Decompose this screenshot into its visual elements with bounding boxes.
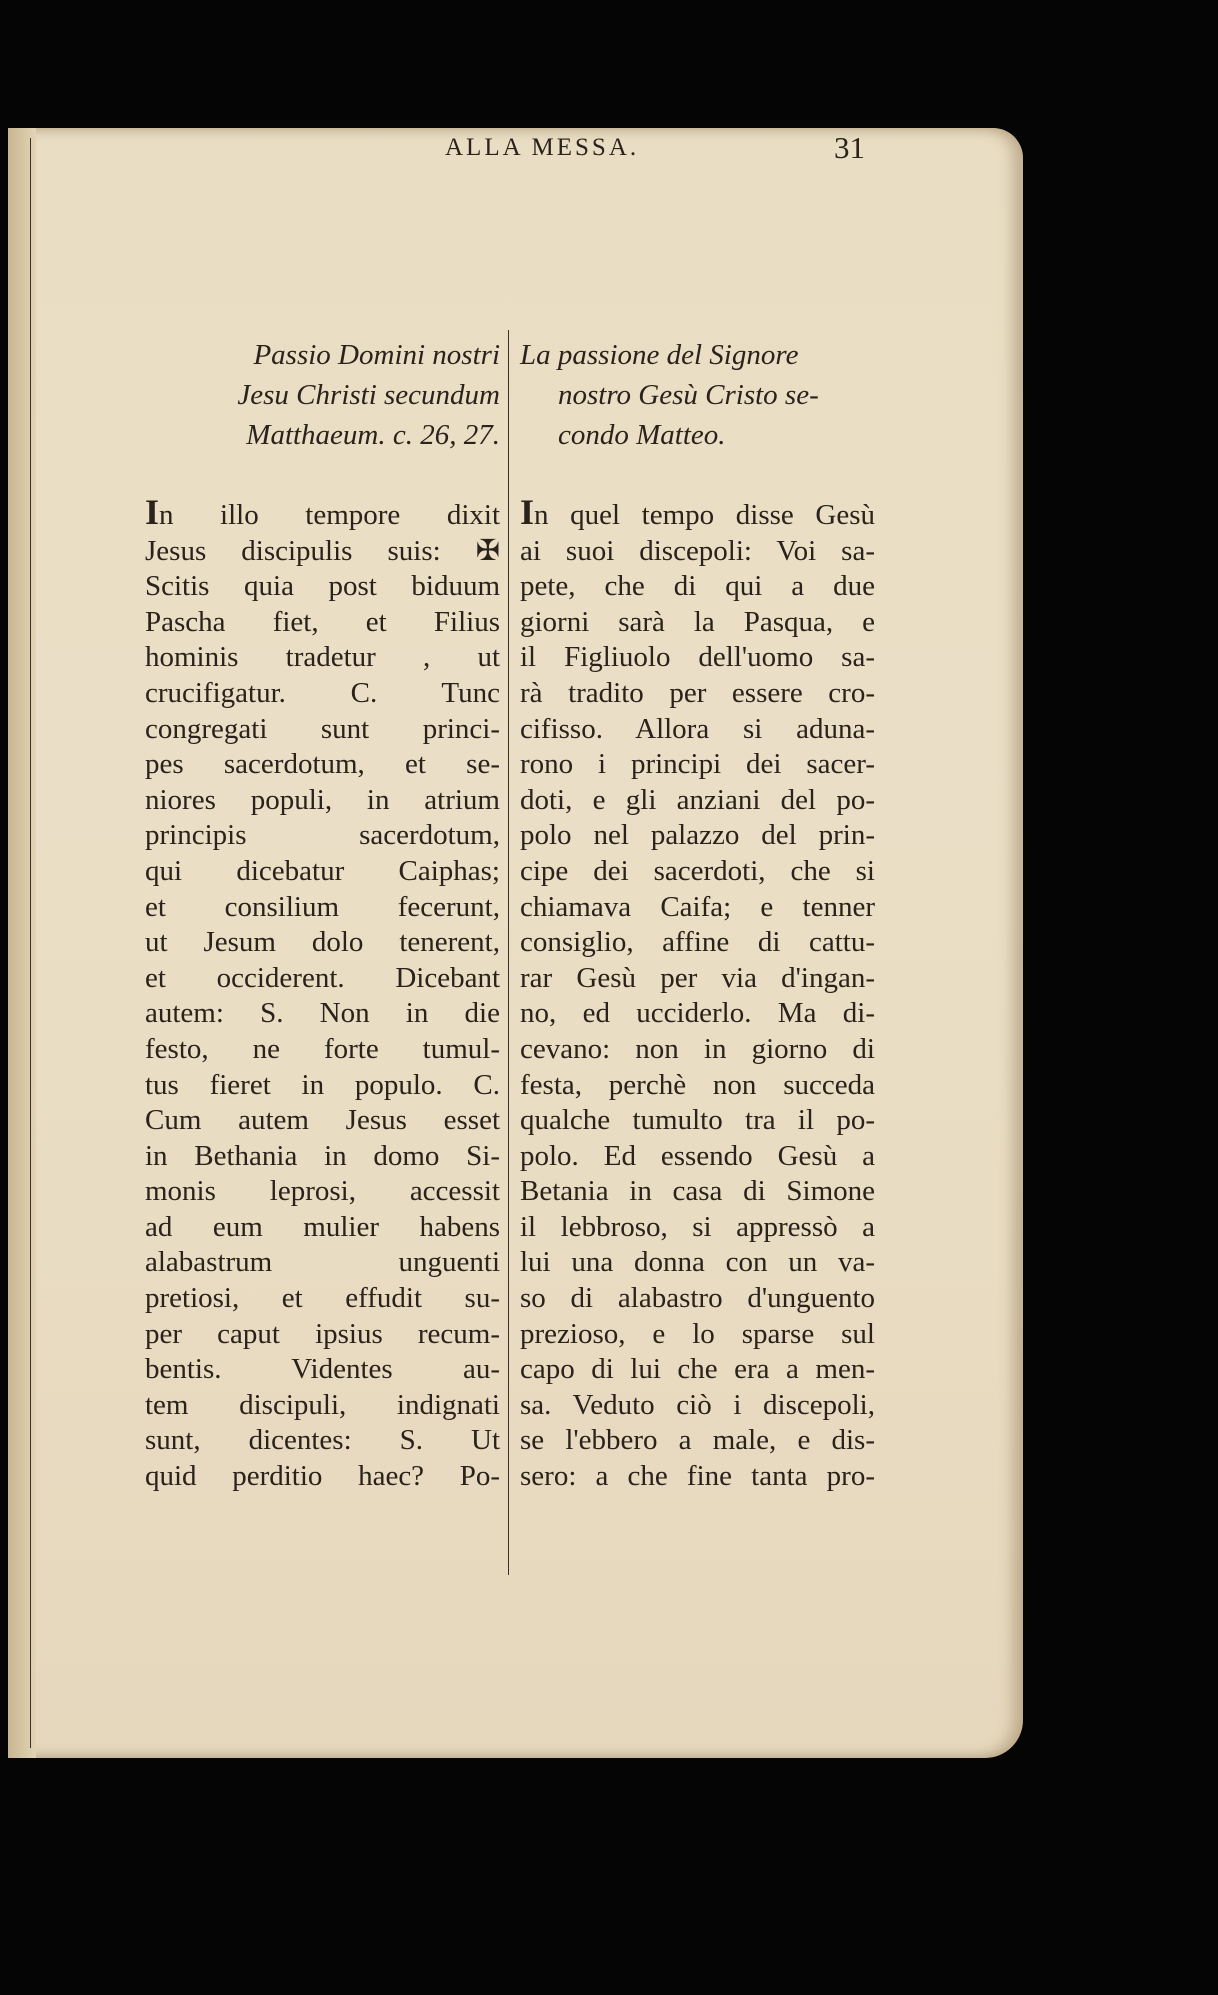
text-line: Pascha fiet, et Filius (145, 605, 500, 638)
text-line: In quel tempo disse Gesù (520, 492, 875, 532)
text-line: capo di lui che era a men- (520, 1353, 875, 1386)
text-line: qui dicebatur Caiphas; (145, 854, 500, 887)
latin-heading (145, 335, 500, 455)
text-line: Jesus discipulis suis: ✠ (145, 534, 500, 567)
heading-line: Matthaeum. c. 26, 27. (246, 419, 500, 451)
text-line: il Figliuolo dell'uomo sa- (520, 641, 875, 674)
text-line: pes sacerdotum, et se- (145, 748, 500, 781)
text-line: In illo tempore dixit (145, 492, 500, 532)
text-line: festa, perchè non succeda (520, 1068, 875, 1101)
heading-line: condo Matteo. (558, 419, 726, 451)
text-line: per caput ipsius recum- (145, 1317, 500, 1350)
text-line: sero: a che fine tanta pro- (520, 1460, 875, 1493)
text-line: in Bethania in domo Si- (145, 1139, 500, 1172)
heading-line: Jesu Christi secundum (237, 379, 500, 411)
text-line: hominis tradetur , ut (145, 641, 500, 674)
text-line: rono i principi dei sacer- (520, 748, 875, 781)
italian-text (520, 492, 875, 1495)
text-line: polo nel palazzo del prin- (520, 819, 875, 852)
text-line: prezioso, e lo sparse sul (520, 1317, 875, 1350)
text-line: giorni sarà la Pasqua, e (520, 605, 875, 638)
text-line: ai suoi discepoli: Voi sa- (520, 534, 875, 567)
italian-column (520, 335, 875, 1495)
text-line: cifisso. Allora si aduna- (520, 712, 875, 745)
column-divider (508, 330, 509, 1575)
text-line: ad eum mulier habens (145, 1210, 500, 1243)
heading-line: La passione del Signore (520, 339, 799, 371)
text-line: principis sacerdotum, (145, 819, 500, 852)
text-line: alabastrum unguenti (145, 1246, 500, 1279)
running-title: ALLA MESSA. (445, 134, 640, 161)
text-line: sunt, dicentes: S. Ut (145, 1424, 500, 1457)
text-line: autem: S. Non in die (145, 997, 500, 1030)
text-line: rar Gesù per via d'ingan- (520, 961, 875, 994)
text-line: crucifigatur. C. Tunc (145, 676, 500, 709)
text-line: et occiderent. Dicebant (145, 961, 500, 994)
page-number: 31 (834, 130, 865, 165)
text-line: tus fieret in populo. C. (145, 1068, 500, 1101)
text-line: sa. Veduto ciò i discepoli, (520, 1388, 875, 1421)
text-line: pretiosi, et effudit su- (145, 1282, 500, 1315)
text-line: et consilium fecerunt, (145, 890, 500, 923)
binding-fold (30, 138, 31, 1748)
italian-heading (520, 335, 875, 455)
text-line: chiamava Caifa; e tenner (520, 890, 875, 923)
text-line: so di alabastro d'unguento (520, 1282, 875, 1315)
page-header (145, 130, 865, 170)
text-line: pete, che di qui a due (520, 570, 875, 603)
text-line: Cum autem Jesus esset (145, 1104, 500, 1137)
text-line: doti, e gli anziani del po- (520, 783, 875, 816)
text-line: cevano: non in giorno di (520, 1032, 875, 1065)
text-line: qualche tumulto tra il po- (520, 1104, 875, 1137)
latin-column (145, 335, 500, 1495)
text-line: se l'ebbero a male, e dis- (520, 1424, 875, 1457)
text-line: Betania in casa di Simone (520, 1175, 875, 1208)
text-line: monis leprosi, accessit (145, 1175, 500, 1208)
text-line: bentis. Videntes au- (145, 1353, 500, 1386)
text-line: lui una donna con un va- (520, 1246, 875, 1279)
text-line: niores populi, in atrium (145, 783, 500, 816)
text-line: il lebbroso, si appressò a (520, 1210, 875, 1243)
text-line: cipe dei sacerdoti, che si (520, 854, 875, 887)
text-line: ut Jesum dolo tenerent, (145, 926, 500, 959)
text-line: polo. Ed essendo Gesù a (520, 1139, 875, 1172)
latin-text (145, 492, 500, 1495)
text-line: festo, ne forte tumul- (145, 1032, 500, 1065)
text-line: congregati sunt princi- (145, 712, 500, 745)
text-line: no, ed ucciderlo. Ma di- (520, 997, 875, 1030)
text-line: rà tradito per essere cro- (520, 676, 875, 709)
text-line: Scitis quia post biduum (145, 570, 500, 603)
heading-line: nostro Gesù Cristo se- (558, 379, 819, 411)
text-line: quid perditio haec? Po- (145, 1460, 500, 1493)
text-line: consiglio, affine di cattu- (520, 926, 875, 959)
text-line: tem discipuli, indignati (145, 1388, 500, 1421)
heading-line: Passio Domini nostri (253, 339, 500, 371)
